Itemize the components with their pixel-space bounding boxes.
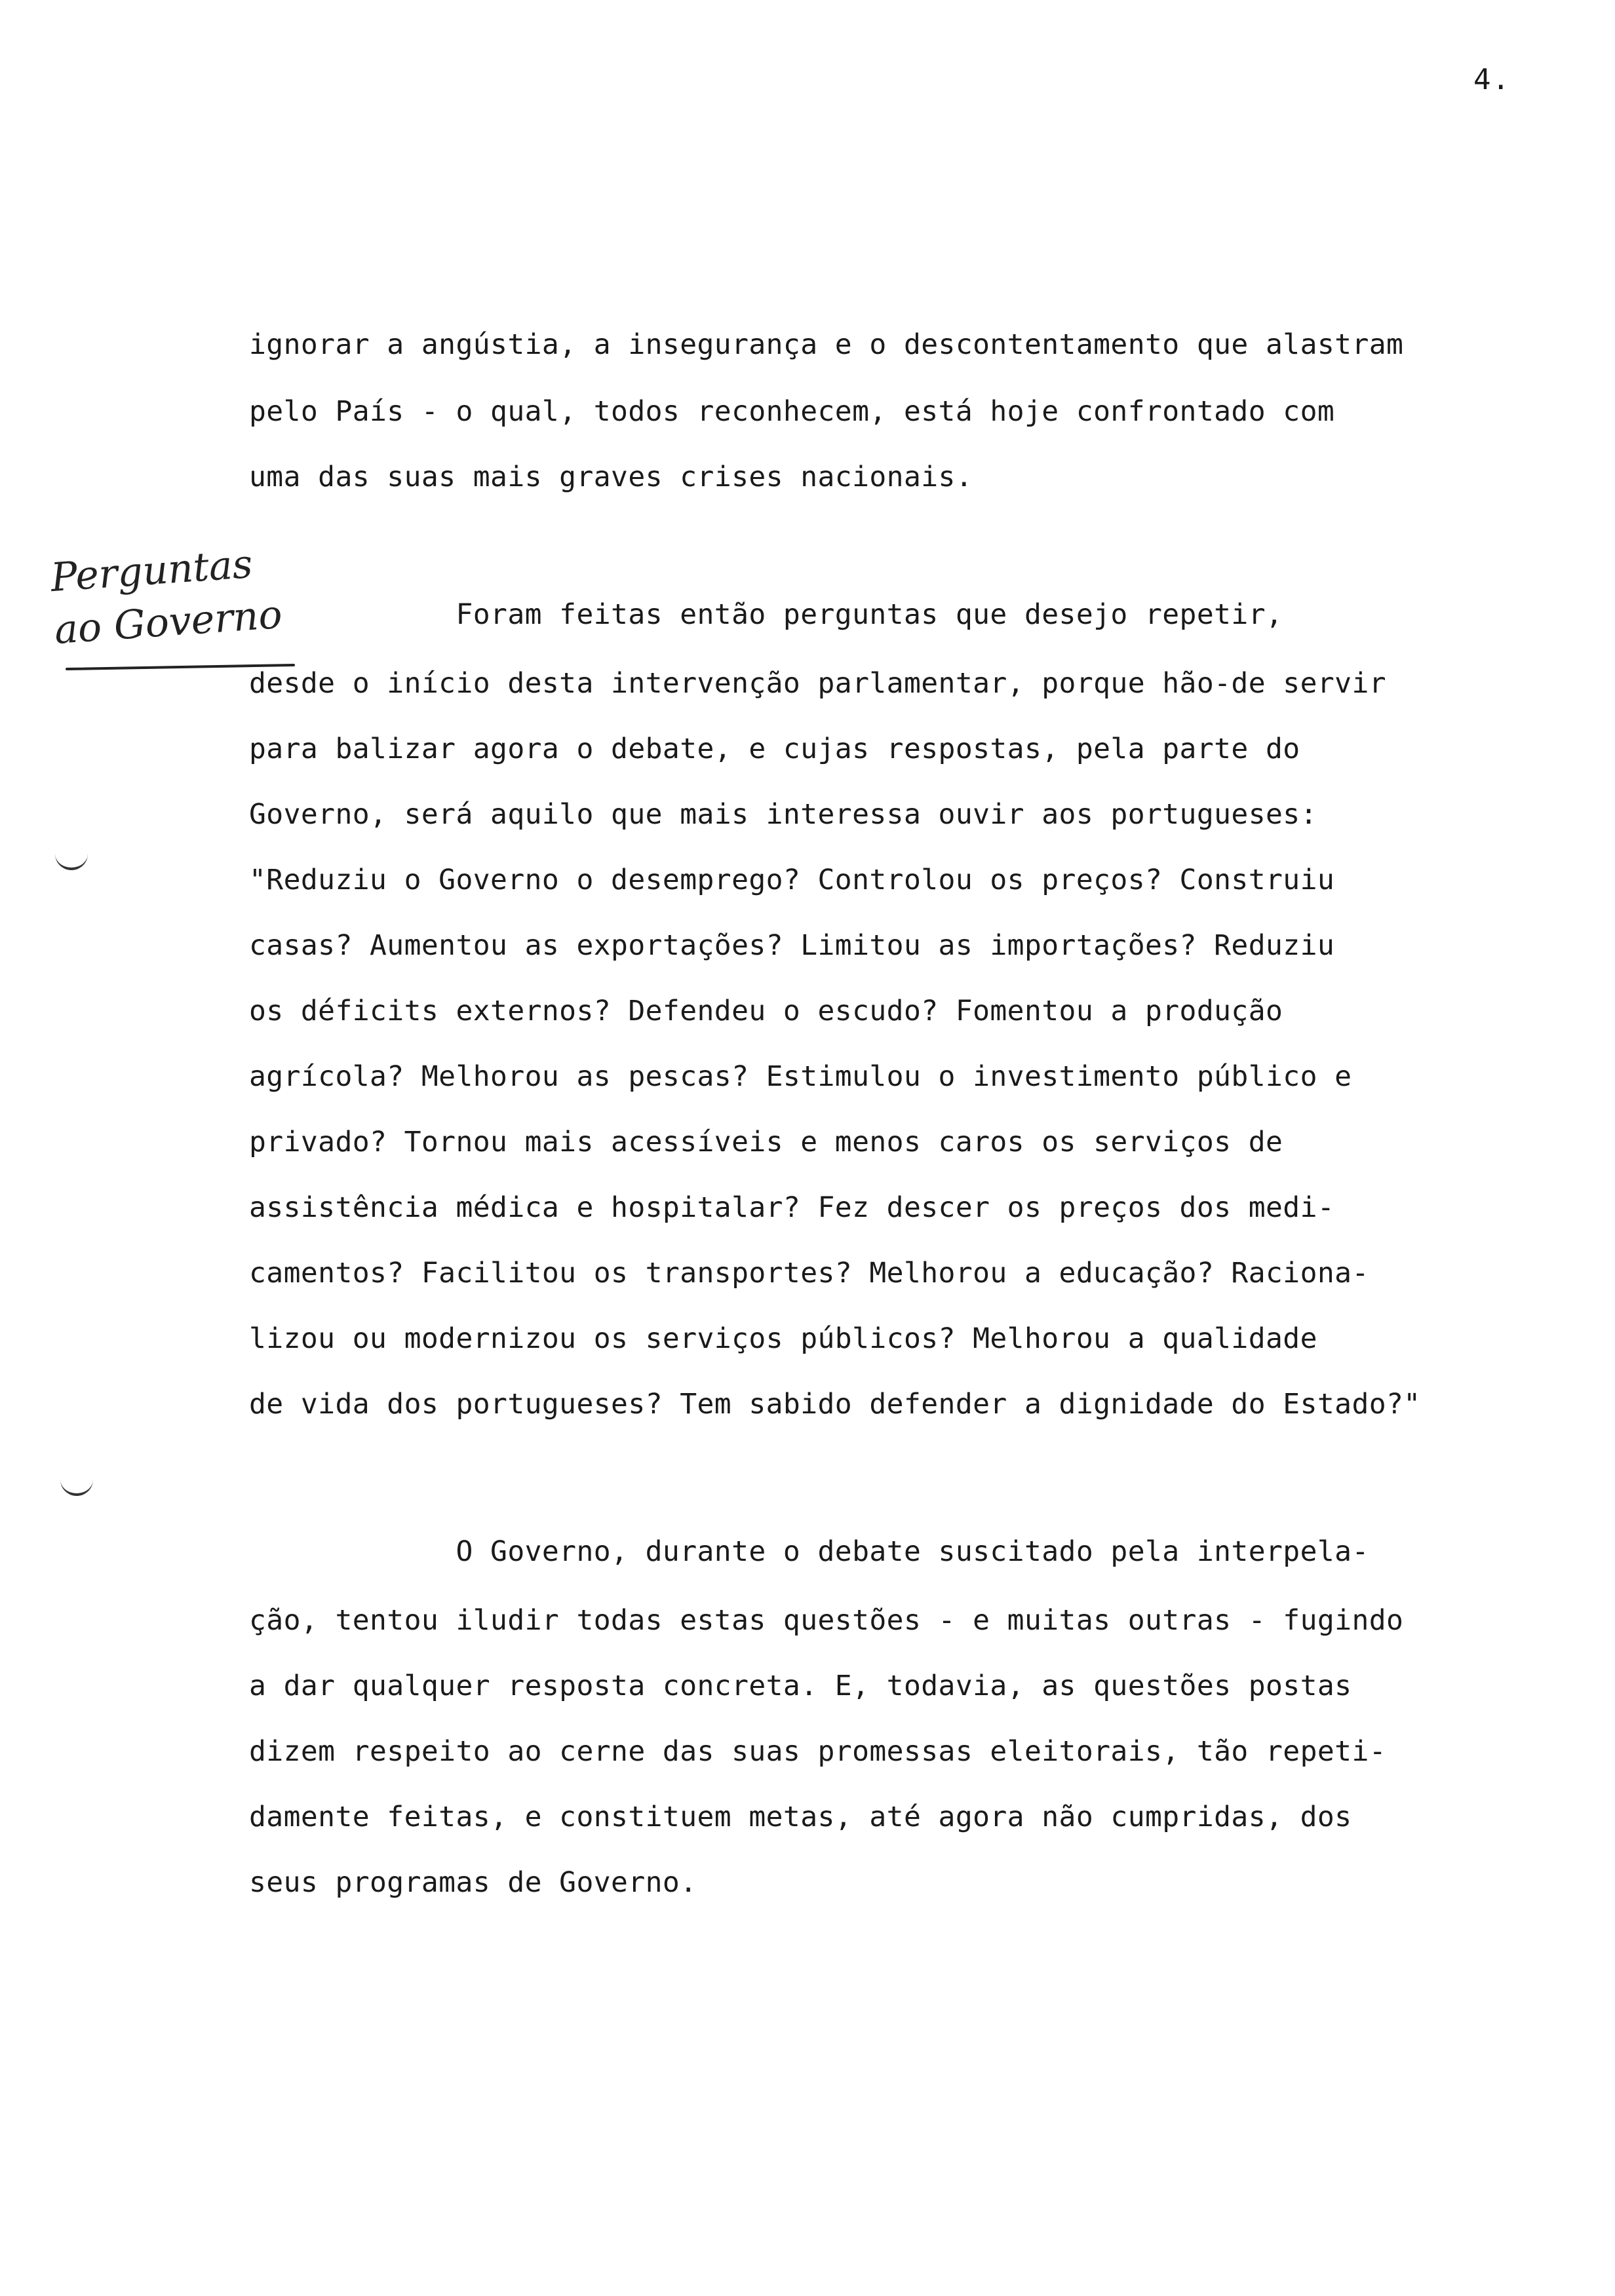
- paragraph-2-line: privado? Tornou mais acessíveis e menos caros os serviços de: [249, 1126, 1283, 1158]
- paragraph-1-line: pelo País - o qual, todos reconhecem, está hoje confrontado com: [249, 395, 1335, 428]
- margin-tick-mark: [60, 1478, 93, 1496]
- paragraph-3-line: dizem respeito ao cerne das suas promessas eleitorais, tão repeti-: [249, 1735, 1387, 1768]
- paragraph-2-line: agrícola? Melhorou as pescas? Estimulou o investimento público e: [249, 1060, 1352, 1093]
- paragraph-2-line: casas? Aumentou as exportações? Limitou as importações? Reduziu: [249, 929, 1335, 962]
- paragraph-3-line: seus programas de Governo.: [249, 1866, 697, 1899]
- paragraph-2-line: camentos? Facilitou os transportes? Melhorou a educação? Raciona-: [249, 1257, 1369, 1290]
- paragraph-3-line: damente feitas, e constituem metas, até agora não cumpridas, dos: [249, 1801, 1352, 1833]
- handwritten-margin-note: Perguntas ao Governo: [49, 541, 284, 653]
- paragraph-3-line: ção, tentou iludir todas estas questões - e muitas outras - fugindo: [249, 1604, 1404, 1637]
- margin-tick-mark: [55, 852, 88, 870]
- paragraph-2-line: de vida dos portugueses? Tem sabido defender a dignidade do Estado?": [249, 1388, 1421, 1421]
- paragraph-2-line: os déficits externos? Defendeu o escudo? Fomentou a produção: [249, 995, 1283, 1027]
- page-number: 4.: [1473, 63, 1511, 96]
- paragraph-1-line: ignorar a angústia, a insegurança e o descontentamento que alastram: [249, 328, 1404, 361]
- paragraph-2-line: desde o início desta intervenção parlamentar, porque hão-de servir: [249, 667, 1387, 700]
- paragraph-2-line: assistência médica e hospitalar? Fez descer os preços dos medi-: [249, 1191, 1335, 1224]
- paragraph-2-line: Foram feitas então perguntas que desejo repetir,: [249, 598, 1283, 631]
- paragraph-3-line: O Governo, durante o debate suscitado pela interpela-: [249, 1535, 1369, 1568]
- paragraph-1-line: uma das suas mais graves crises nacionais.: [249, 461, 973, 493]
- paragraph-3-line: a dar qualquer resposta concreta. E, todavia, as questões postas: [249, 1670, 1352, 1702]
- paragraph-2-line: Governo, será aquilo que mais interessa ouvir aos portugueses:: [249, 798, 1317, 831]
- paragraph-2-line: "Reduziu o Governo o desemprego? Controlou os preços? Construiu: [249, 864, 1335, 896]
- paragraph-2-line: para balizar agora o debate, e cujas respostas, pela parte do: [249, 733, 1300, 765]
- paragraph-2-line: lizou ou modernizou os serviços públicos? Melhorou a qualidade: [249, 1322, 1317, 1355]
